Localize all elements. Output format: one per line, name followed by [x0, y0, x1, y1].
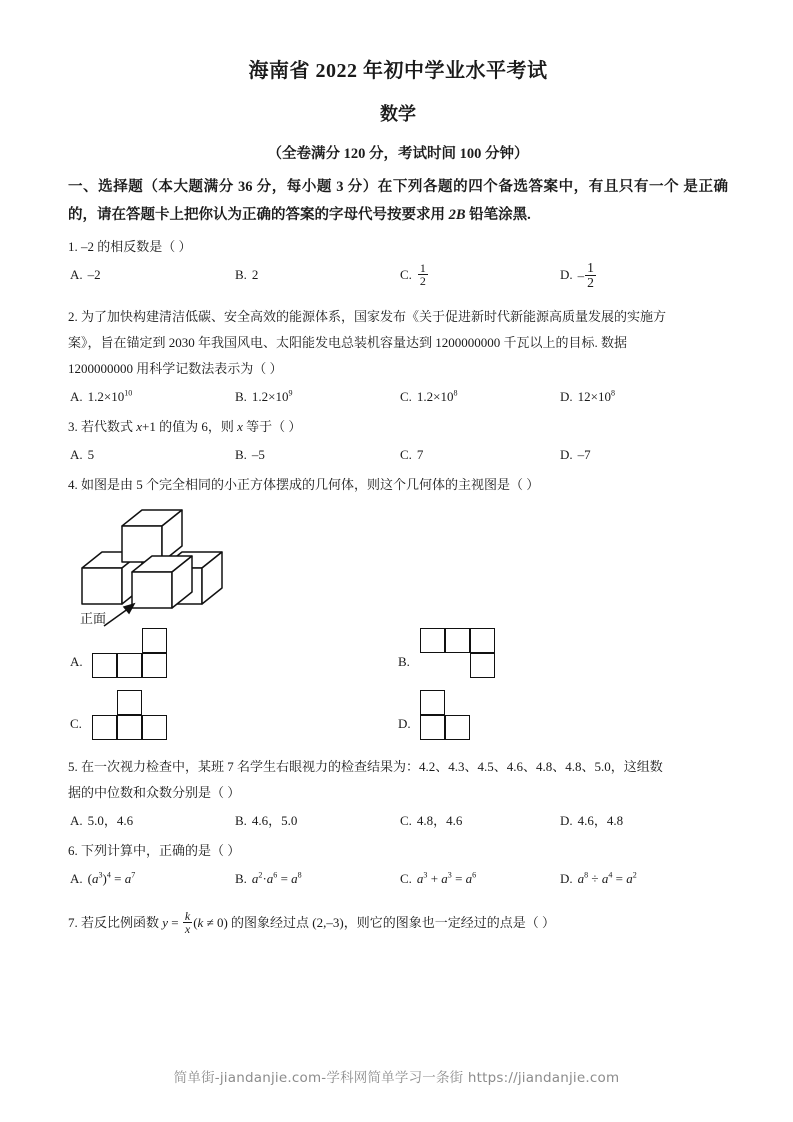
question-6-stem: 6. 下列计算中，正确的是（ ）: [68, 842, 241, 858]
minus-sign: –: [577, 267, 585, 283]
q3-variable-x2: x: [237, 418, 243, 434]
option-label: A.: [70, 266, 83, 282]
option-label: A.: [70, 388, 83, 404]
option-expression: $a^8 \div a^4 = a^2$: [577, 870, 637, 886]
question-4-options-row-1: [68, 628, 728, 690]
question-1-stem: 1. –2 的相反数是（ ）: [68, 238, 192, 254]
grid-cell: [92, 653, 117, 678]
option-value: 4.6，5.0: [251, 812, 298, 828]
option-label: C.: [400, 870, 412, 886]
option-value: 1.2×10: [416, 388, 454, 404]
option-5-a[interactable]: [70, 808, 133, 834]
option-3-c[interactable]: [400, 442, 423, 468]
option-value: 1.2×10: [87, 388, 125, 404]
option-value: 4.6，4.8: [577, 812, 624, 828]
option-3-b[interactable]: [235, 442, 265, 468]
exponent: 8: [610, 388, 616, 398]
grid-cell: [142, 653, 167, 678]
question-2-stem-line2: 案》，旨在锚定到 2030 年我国风电、太阳能发电总装机容量达到 1200000000 千瓦以上的目标. 数据: [68, 334, 628, 350]
option-value: 4.8，4.6: [416, 812, 463, 828]
option-label: D.: [560, 870, 573, 886]
option-label: B.: [235, 388, 247, 404]
q7-part-b: (: [193, 914, 198, 930]
fraction-k-over-x: $\frac{k}{x}$: [184, 908, 191, 937]
question-2-stem-line1: 2. 为了加快构建清洁低碳、安全高效的能源体系，国家发布《关于促进新时代新能源高质量发展的实施方: [68, 308, 667, 324]
option-label: B.: [235, 812, 247, 828]
footer-watermark: 简单街-jiandanjie.com-学科网简单学习一条街 https://jiandanjie.com: [173, 1070, 620, 1086]
option-label: A.: [70, 812, 83, 828]
grid-cell: [142, 628, 167, 653]
option-label: D.: [560, 267, 573, 283]
section-heading-line1: 一、选择题（本大题满分 36 分，每小题 3 分）在下列各题的四个备选答案中，有且只有一个: [68, 179, 680, 195]
option-1-c[interactable]: [400, 262, 429, 289]
grid-cell: [420, 628, 445, 653]
option-label: C.: [400, 812, 412, 828]
option-label: A.: [70, 870, 83, 886]
option-value: –5: [251, 446, 265, 462]
q3-part-a: 3. 若代数式: [68, 418, 137, 434]
option-5-c[interactable]: [400, 808, 462, 834]
option-value: 7: [416, 446, 424, 462]
option-6-d[interactable]: [560, 866, 637, 892]
option-label: D.: [560, 446, 573, 462]
grid-cell: [117, 653, 142, 678]
question-3-options: [68, 442, 728, 472]
option-6-c[interactable]: [400, 866, 476, 892]
option-label: C.: [400, 266, 412, 282]
grid-cell: [117, 690, 142, 715]
option-value: 5.0，4.6: [87, 812, 134, 828]
question-5-stem-line2: 据的中位数和众数分别是（ ）: [68, 784, 241, 800]
q7-variable-k: k: [197, 914, 204, 930]
option-1-d[interactable]: [560, 259, 597, 292]
question-4-stem: 4. 如图是由 5 个完全相同的小正方体摆成的几何体，则这个几何体的主视图是（ ）: [68, 476, 540, 492]
q7-variable-y: y: [162, 914, 169, 930]
section-heading-line2b: 铅笔涂黑.: [465, 207, 531, 224]
exponent: 8: [453, 388, 458, 398]
option-3-a[interactable]: [70, 442, 94, 468]
q7-part-a: 7. 若反比例函数: [68, 914, 163, 930]
q3-variable-x: x: [136, 418, 143, 434]
fraction-one-half: $\frac{1}{2}$: [587, 259, 594, 290]
question-4-options-row-2: [68, 690, 728, 754]
grid-cell: [117, 715, 142, 740]
question-5-stem-line1: 5. 在一次视力检查中，某班 7 名学生右眼视力的检查结果为：4.2、4.3、4.5、4.6、4.8、4.8、5.0，这组数: [68, 758, 663, 774]
grid-cell: [445, 715, 470, 740]
grid-cell: [470, 628, 495, 653]
option-value: 2: [251, 266, 259, 282]
option-value: –2: [87, 266, 101, 282]
option-label: A.: [70, 446, 83, 462]
q3-part-c: 等于（ ）: [242, 418, 302, 434]
option-expression: $a^2\cdot a^6 = a^8$: [251, 870, 302, 886]
exponent: 9: [288, 388, 293, 398]
option-label: D.: [560, 388, 573, 404]
option-2-b[interactable]: [235, 384, 293, 410]
front-face-label: 正面: [80, 610, 107, 626]
question-2-options: [68, 384, 728, 414]
fraction-one-half: $\frac{1}{2}$: [419, 260, 426, 289]
section-heading-line2a: 是正确的，请在答题卡上把你认为正确的答案的字母代号按要求用: [68, 179, 729, 224]
option-value: 5: [87, 446, 95, 462]
option-value: 1.2×10: [251, 388, 289, 404]
question-2-stem-line3: 1200000000 用科学记数法表示为（ ）: [68, 360, 283, 376]
option-label: C.: [400, 446, 412, 462]
grid-cell: [142, 715, 167, 740]
front-arrow: [104, 604, 134, 626]
grid-cell: [445, 628, 470, 653]
question-3-stem: [68, 414, 728, 440]
option-2-c[interactable]: [400, 384, 458, 410]
option-label: B.: [235, 446, 247, 462]
option-5-b[interactable]: [235, 808, 297, 834]
cube-stack-svg: [76, 500, 286, 628]
option-label: D.: [560, 812, 573, 828]
option-label: A.: [70, 653, 83, 669]
grid-cell: [92, 715, 117, 740]
option-2-a[interactable]: [70, 384, 132, 410]
page-content: [68, 58, 728, 937]
option-value: 12×10: [577, 388, 611, 404]
q7-equals: =: [168, 914, 182, 930]
question-7-stem: [68, 908, 728, 938]
option-label: B.: [235, 870, 247, 886]
q7-part-c: ≠ 0) 的图象经过点 (2,–3)，则它的图象也一定经过的点是（ ）: [203, 914, 555, 930]
page-title: 海南省 2022 年初中学业水平考试: [248, 60, 548, 82]
option-label: B.: [398, 653, 410, 669]
subject-title: 数学: [380, 104, 416, 124]
question-6-options: [68, 866, 728, 908]
option-expression: $(a^3)^4 = a^7$: [87, 870, 136, 886]
option-6-a[interactable]: [70, 866, 135, 892]
exam-note: （全卷满分 120 分，考试时间 100 分钟）: [267, 146, 529, 162]
option-1-a[interactable]: [70, 262, 101, 288]
option-3-d[interactable]: [560, 442, 591, 468]
option-label: D.: [398, 715, 411, 731]
option-label: C.: [70, 715, 82, 731]
question-1-options: [68, 259, 728, 304]
option-expression: $a^3 + a^3 = a^6$: [416, 870, 477, 886]
grid-cell: [420, 715, 445, 740]
grid-cell: [420, 690, 445, 715]
option-label: B.: [235, 266, 247, 282]
section-heading-pencil-code: 2B: [448, 207, 466, 224]
grid-cell: [470, 653, 495, 678]
option-label: C.: [400, 388, 412, 404]
q3-part-b: +1 的值为 6，则: [142, 418, 238, 434]
option-6-b[interactable]: [235, 866, 302, 892]
question-5-options: [68, 808, 728, 838]
section-heading: [68, 173, 728, 230]
question-4-solid-figure: [68, 500, 728, 628]
exponent: 10: [124, 388, 133, 398]
option-2-d[interactable]: [560, 384, 615, 410]
option-value: –7: [577, 446, 591, 462]
option-5-d[interactable]: [560, 808, 623, 834]
option-1-b[interactable]: [235, 262, 258, 288]
